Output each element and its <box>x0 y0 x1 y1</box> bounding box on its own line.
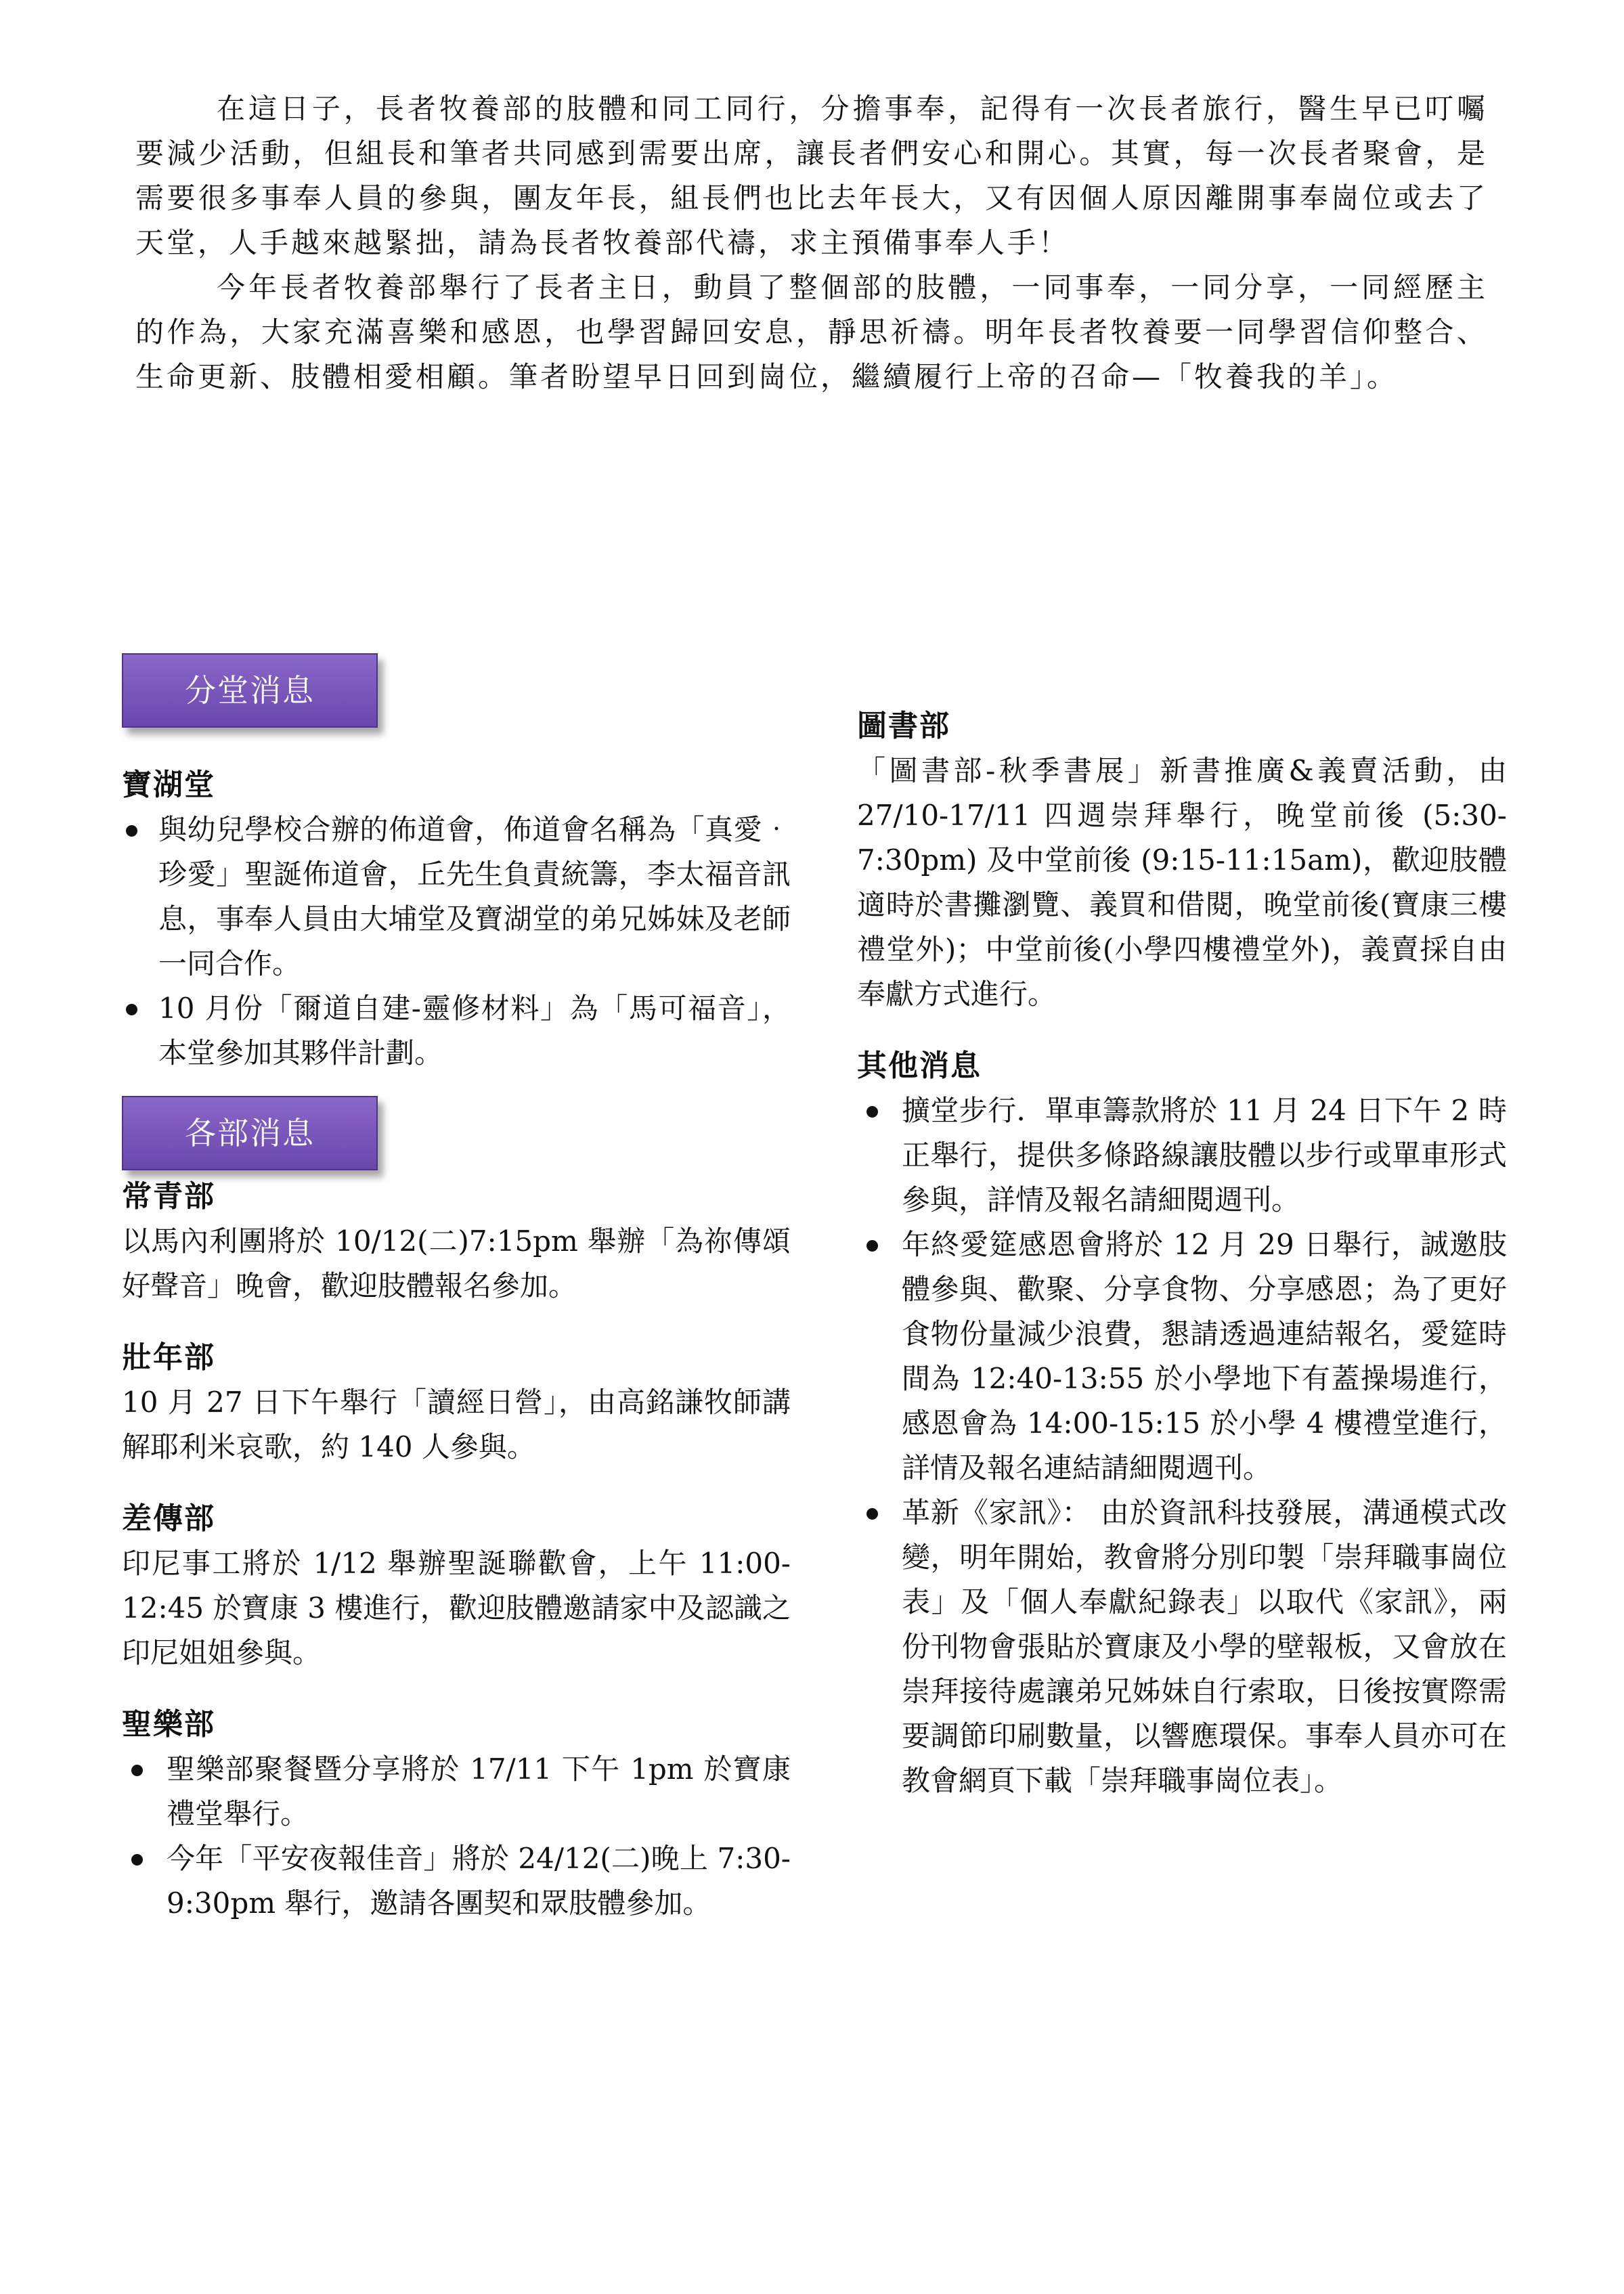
bullet-icon <box>126 1004 137 1015</box>
list-item-text: 擴堂步行．單車籌款將於 11 月 24 日下午 2 時正舉行，提供多條路線讓肢體以步行或單車形式參與，詳情及報名請細閱週刊。 <box>902 1094 1507 1216</box>
list-item <box>857 1222 1507 1491</box>
bullet-icon <box>866 1106 878 1118</box>
po-wu-heading: 寶湖堂 <box>122 768 215 802</box>
list-item-text: 10 月份「爾道自建-靈修材料」為「馬可福音」，本堂參加其夥伴計劃。 <box>158 992 791 1069</box>
bullet-icon <box>131 1765 143 1776</box>
other-news-list <box>857 1088 1507 1803</box>
adult-text: 10 月 27 日下午舉行「讀經日營」，由高銘謙牧師講解耶利米哀歌，約 140 人參與。 <box>122 1386 791 1463</box>
list-item <box>857 1491 1507 1803</box>
list-item-text: 聖樂部聚餐暨分享將於 17/11 下午 1pm 於寶康禮堂舉行。 <box>167 1752 791 1830</box>
bullet-icon <box>866 1508 878 1520</box>
list-item-text: 年終愛筵感恩會將於 12 月 29 日舉行，誠邀肢體參與、歡聚、分享食物、分享感恩；為了更好食物份量減少浪費，懇請透過連結報名，愛筵時間為 12:40-13:55 於小學地下有蓋操場進行，感恩會為 14:00-15:15 於小學 4 樓禮堂進行，詳情及報名連結請細閱週刊。 <box>902 1228 1507 1484</box>
music-heading: 聖樂部 <box>122 1707 215 1742</box>
other-news-heading: 其他消息 <box>857 1049 982 1083</box>
library-heading: 圖書部 <box>857 709 950 743</box>
list-item <box>122 808 791 986</box>
po-wu-list <box>122 808 791 1076</box>
evergreen-text: 以馬內利團將於 10/12(二)7:15pm 舉辦「為祢傳頌好聲音」晚會，歡迎肢體報名參加。 <box>122 1225 791 1302</box>
list-item-text: 今年「平安夜報佳音」將於 24/12(二)晚上 7:30-9:30pm 舉行，邀請各團契和眾肢體參加。 <box>167 1842 791 1920</box>
intro-paragraph-1: 在這日子，長者牧養部的肢體和同工同行，分擔事奉，記得有一次長者旅行，醫生早已叮囑要減少活動，但組長和筆者共同感到需要出席，讓長者們安心和開心。其實，每一次長者聚會，是需要很多事奉人員的參與，團友年長，組長們也比去年長大，又有因個人原因離開事奉崗位或去了天堂，人手越來越緊拙，請為長者牧養部代禱，求主預備事奉人手！ <box>135 92 1488 259</box>
mission-heading: 差傳部 <box>122 1501 215 1536</box>
intro-section <box>135 87 1488 399</box>
adult-heading: 壯年部 <box>122 1340 215 1375</box>
evergreen-heading: 常青部 <box>122 1179 215 1214</box>
bullet-icon <box>131 1854 143 1866</box>
bullet-icon <box>866 1240 878 1252</box>
list-item <box>857 1088 1507 1222</box>
dept-news-banner: 各部消息 <box>122 1096 378 1170</box>
bullet-icon <box>126 825 137 837</box>
music-list <box>122 1747 791 1926</box>
library-text: 「圖書部-秋季書展」新書推廣&義賣活動，由 27/10-17/11 四週崇拜舉行，晚堂前後 (5:30-7:30pm) 及中堂前後 (9:15-11:15am)，歡迎肢體適時於書攤瀏覽、義買和借閱，晚堂前後(寶康三樓禮堂外)；中堂前後(小學四樓禮堂外)，義賣採自由奉獻方式進行。 <box>857 754 1507 1011</box>
list-item <box>122 1747 791 1836</box>
mission-text: 印尼事工將於 1/12 舉辦聖誕聯歡會，上午 11:00-12:45 於寶康 3 樓進行，歡迎肢體邀請家中及認識之印尼姐姐參與。 <box>122 1547 791 1669</box>
intro-paragraph-2: 今年長者牧養部舉行了長者主日，動員了整個部的肢體，一同事奉，一同分享，一同經歷主的作為，大家充滿喜樂和感恩，也學習歸回安息，靜思祈禱。明年長者牧養要一同學習信仰整合、生命更新、肢體相愛相顧。筆者盼望早日回到崗位，繼續履行上帝的召命—「牧養我的羊」。 <box>135 271 1488 393</box>
left-column <box>122 653 791 1926</box>
list-item-text: 革新《家訊》： 由於資訊科技發展，溝通模式改變，明年開始，教會將分別印製「崇拜職事崗位表」及「個人奉獻紀錄表」以取代《家訊》，兩份刊物會張貼於寶康及小學的壁報板，又會放在崇拜接待處讓弟兄姊妹自行索取，日後按實際需要調節印刷數量，以響應環保。事奉人員亦可在教會網頁下載「崇拜職事崗位表」。 <box>902 1496 1507 1797</box>
list-item <box>122 1836 791 1926</box>
branch-news-banner: 分堂消息 <box>122 653 378 728</box>
right-column <box>857 704 1507 1803</box>
list-item <box>122 986 791 1076</box>
list-item-text: 與幼兒學校合辦的佈道會，佈道會名稱為「真愛‧珍愛」聖誕佈道會，丘先生負責統籌，李太福音訊息，事奉人員由大埔堂及寶湖堂的弟兄姊妹及老師一同合作。 <box>158 813 791 980</box>
